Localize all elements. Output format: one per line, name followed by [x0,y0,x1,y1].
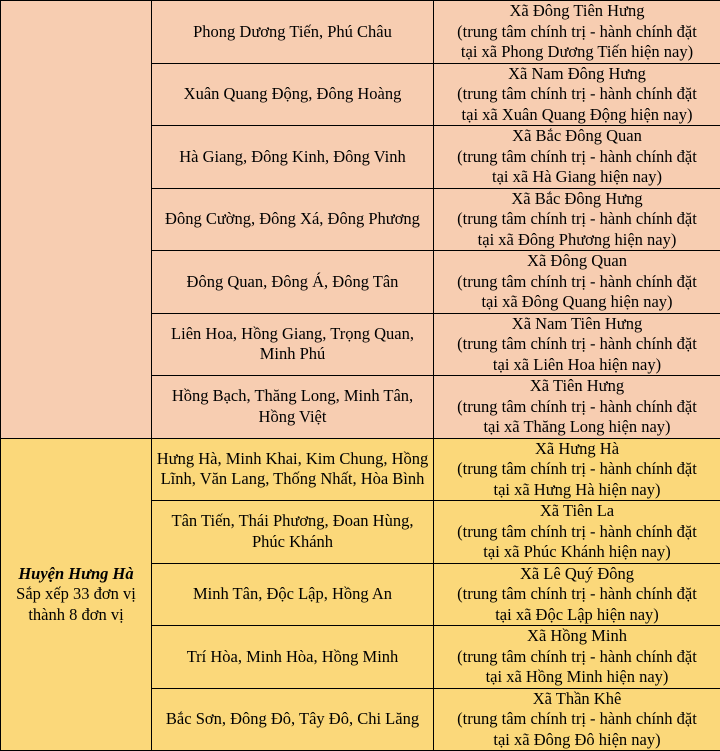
center-note: (trung tâm chính trị - hành chính đặt [438,209,716,230]
table-row [1,438,720,501]
new-unit-cell [434,188,720,251]
center-note: (trung tâm chính trị - hành chính đặt [438,147,716,168]
new-unit-cell [434,438,720,501]
center-location: tại xã Liên Hoa hiện nay) [438,355,716,376]
old-units-cell: Minh Tân, Độc Lập, Hồng An [152,563,434,626]
old-units-cell: Đông Cường, Đông Xá, Đông Phương [152,188,434,251]
center-note: (trung tâm chính trị - hành chính đặt [438,647,716,668]
new-unit-name: Xã Đông Quan [438,251,716,272]
center-location: tại xã Xuân Quang Động hiện nay) [438,105,716,126]
table-row [1,1,720,64]
center-location: tại xã Độc Lập hiện nay) [438,605,716,626]
center-location: tại xã Hà Giang hiện nay) [438,167,716,188]
new-unit-name: Xã Đông Tiên Hưng [438,1,716,22]
district-cell [1,438,152,751]
center-note: (trung tâm chính trị - hành chính đặt [438,459,716,480]
old-units-cell: Hưng Hà, Minh Khai, Kim Chung, Hồng Lĩnh, Văn Lang, Thống Nhất, Hòa Bình [152,438,434,501]
district-name: Huyện Hưng Hà [5,564,147,585]
new-unit-name: Xã Nam Đông Hưng [438,64,716,85]
new-unit-cell [434,563,720,626]
new-unit-name: Xã Bắc Đông Quan [438,126,716,147]
new-unit-cell [434,1,720,64]
old-units-cell: Phong Dương Tiến, Phú Châu [152,1,434,64]
center-note: (trung tâm chính trị - hành chính đặt [438,22,716,43]
center-note: (trung tâm chính trị - hành chính đặt [438,522,716,543]
new-unit-name: Xã Tiên La [438,501,716,522]
new-unit-cell [434,376,720,439]
new-unit-name: Xã Tiên Hưng [438,376,716,397]
center-note: (trung tâm chính trị - hành chính đặt [438,334,716,355]
new-unit-cell [434,501,720,564]
old-units-cell: Trí Hòa, Minh Hòa, Hồng Minh [152,626,434,689]
center-location: tại xã Đông Đô hiện nay) [438,730,716,751]
district-cell [1,1,152,439]
old-units-cell: Hà Giang, Đông Kinh, Đông Vinh [152,126,434,189]
center-location: tại xã Thăng Long hiện nay) [438,417,716,438]
old-units-cell: Liên Hoa, Hồng Giang, Trọng Quan, Minh Phú [152,313,434,376]
district-note: Sắp xếp 33 đơn vị thành 8 đơn vị [5,584,147,625]
new-unit-cell [434,313,720,376]
new-unit-cell [434,688,720,751]
new-unit-name: Xã Nam Tiên Hưng [438,314,716,335]
new-unit-name: Xã Thần Khê [438,689,716,710]
center-location: tại xã Đông Quang hiện nay) [438,292,716,313]
center-note: (trung tâm chính trị - hành chính đặt [438,397,716,418]
new-unit-name: Xã Lê Quý Đông [438,564,716,585]
center-note: (trung tâm chính trị - hành chính đặt [438,84,716,105]
new-unit-cell [434,63,720,126]
new-unit-name: Xã Hưng Hà [438,439,716,460]
old-units-cell: Bắc Sơn, Đông Đô, Tây Đô, Chi Lăng [152,688,434,751]
new-unit-name: Xã Hồng Minh [438,626,716,647]
new-unit-name: Xã Bắc Đông Hưng [438,189,716,210]
center-note: (trung tâm chính trị - hành chính đặt [438,584,716,605]
old-units-cell: Xuân Quang Động, Đông Hoàng [152,63,434,126]
center-location: tại xã Hồng Minh hiện nay) [438,667,716,688]
new-unit-cell [434,251,720,314]
new-unit-cell [434,626,720,689]
old-units-cell: Hồng Bạch, Thăng Long, Minh Tân, Hồng Việt [152,376,434,439]
center-note: (trung tâm chính trị - hành chính đặt [438,709,716,730]
center-location: tại xã Đông Phương hiện nay) [438,230,716,251]
old-units-cell: Tân Tiến, Thái Phương, Đoan Hùng, Phúc Khánh [152,501,434,564]
center-location: tại xã Phúc Khánh hiện nay) [438,542,716,563]
center-location: tại xã Hưng Hà hiện nay) [438,480,716,501]
center-note: (trung tâm chính trị - hành chính đặt [438,272,716,293]
center-location: tại xã Phong Dương Tiến hiện nay) [438,42,716,63]
new-unit-cell [434,126,720,189]
old-units-cell: Đông Quan, Đông Á, Đông Tân [152,251,434,314]
